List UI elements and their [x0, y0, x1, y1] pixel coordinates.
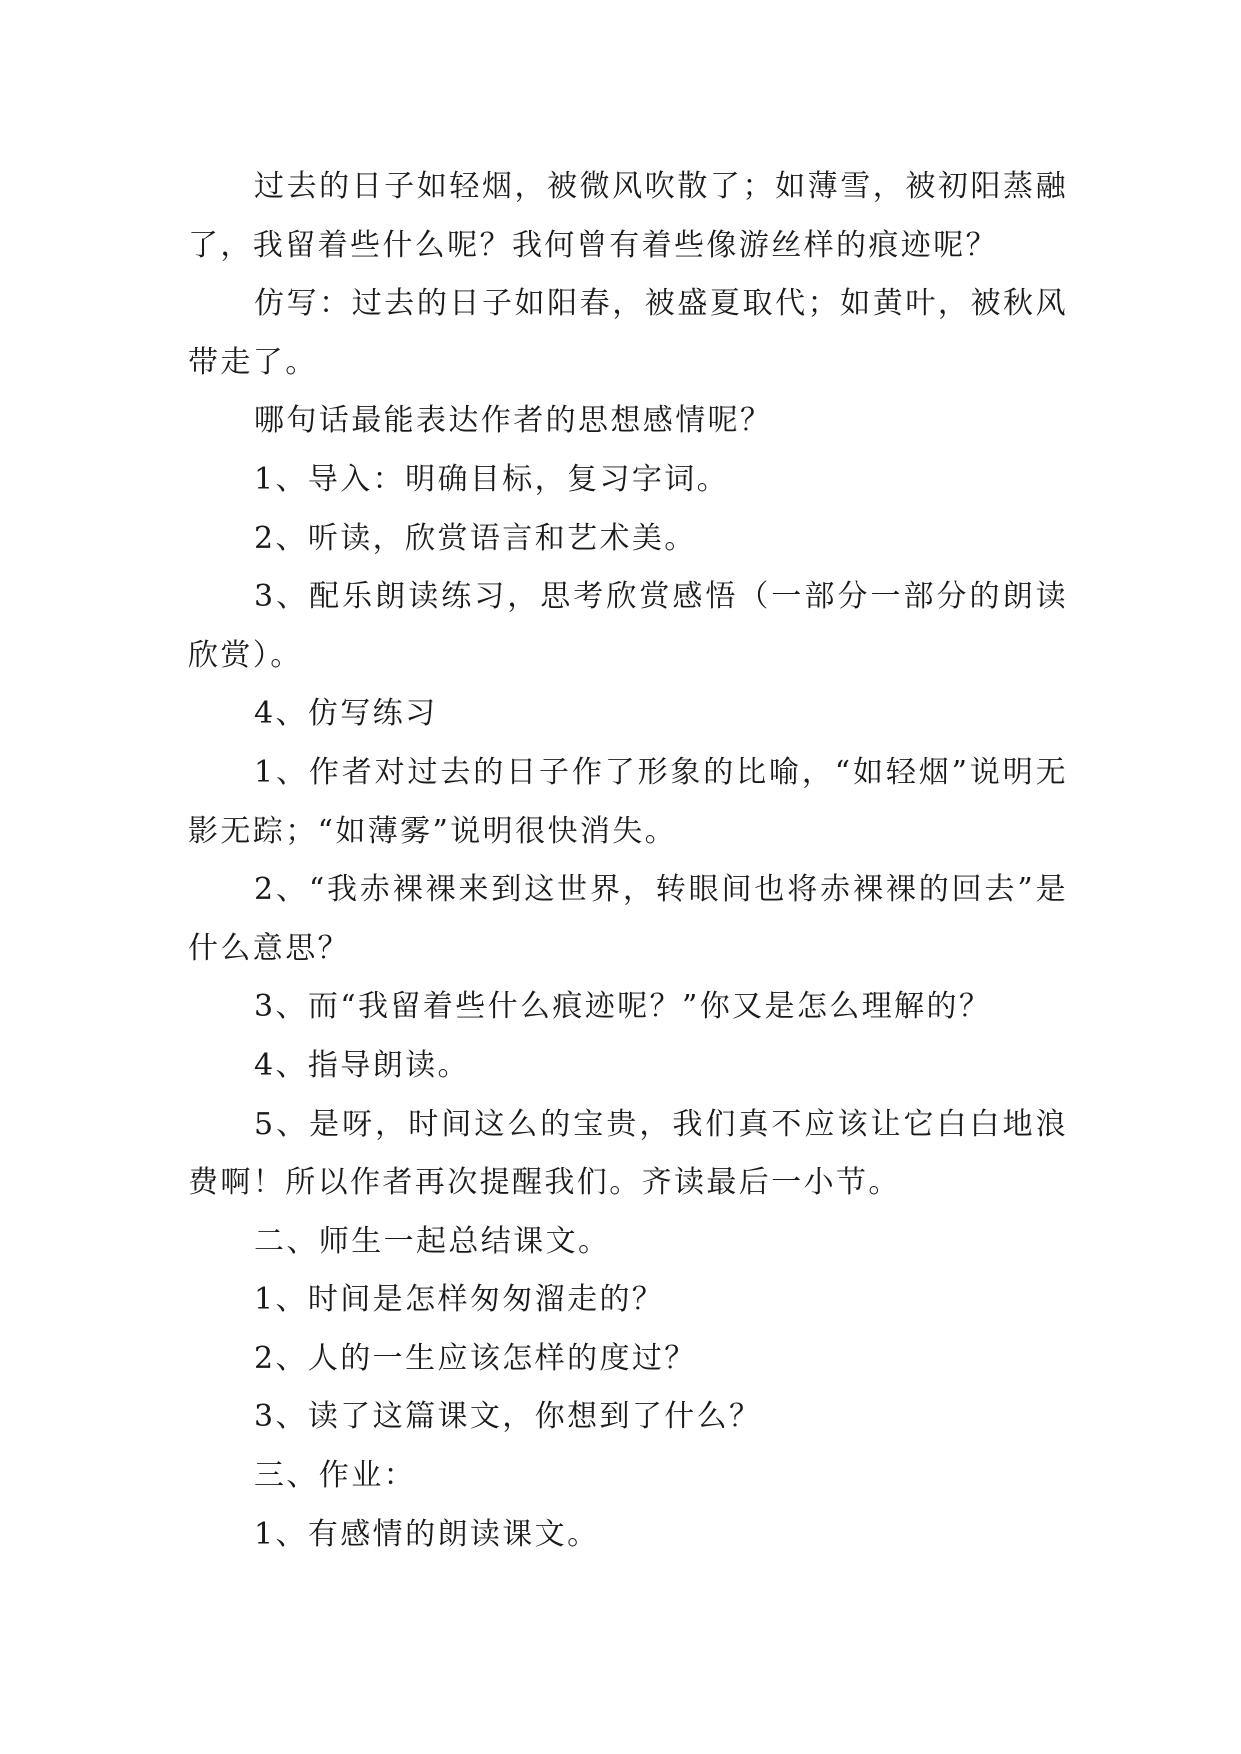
paragraph: 2、“我赤裸裸来到这世界，转眼间也将赤裸裸的回去”是什么意思？ [188, 872, 1068, 966]
paragraph: 二、师生一起总结课文。 [254, 1223, 611, 1259]
paragraph: 哪句话最能表达作者的思想感情呢？ [254, 403, 773, 439]
paragraph: 1、有感情的朗读课文。 [254, 1516, 600, 1552]
paragraph: 3、读了这篇课文，你想到了什么？ [254, 1399, 762, 1435]
paragraph: 1、导入：明确目标，复习字词。 [254, 461, 730, 497]
paragraph: 4、仿写练习 [254, 696, 438, 732]
paragraph: 5、是呀，时间这么的宝贵，我们真不应该让它白白地浪费啊！所以作者再次提醒我们。齐读最后一小节。 [188, 1106, 1068, 1201]
paragraph: 仿写：过去的日子如阳春，被盛夏取代；如黄叶，被秋风带走了。 [188, 286, 1068, 380]
paragraph: 4、指导朗读。 [254, 1047, 470, 1083]
paragraph: 三、作业： [254, 1458, 416, 1494]
paragraph: 1、时间是怎样匆匆溜走的？ [254, 1282, 665, 1318]
document-body [188, 158, 1068, 1564]
paragraph: 3、而“我留着些什么痕迹呢？”你又是怎么理解的？ [254, 989, 992, 1025]
paragraph: 3、配乐朗读练习，思考欣赏感悟（一部分一部分的朗读欣赏）。 [188, 579, 1068, 673]
paragraph: 2、听读，欣赏语言和艺术美。 [254, 520, 697, 556]
paragraph: 1、作者对过去的日子作了形象的比喻，“如轻烟”说明无影无踪；“如薄雾”说明很快消失。 [188, 754, 1068, 849]
paragraph: 2、人的一生应该怎样的度过？ [254, 1340, 697, 1376]
paragraph: 过去的日子如轻烟，被微风吹散了；如薄雪，被初阳蒸融了，我留着些什么呢？我何曾有着些像游丝样的痕迹呢？ [188, 169, 1068, 263]
